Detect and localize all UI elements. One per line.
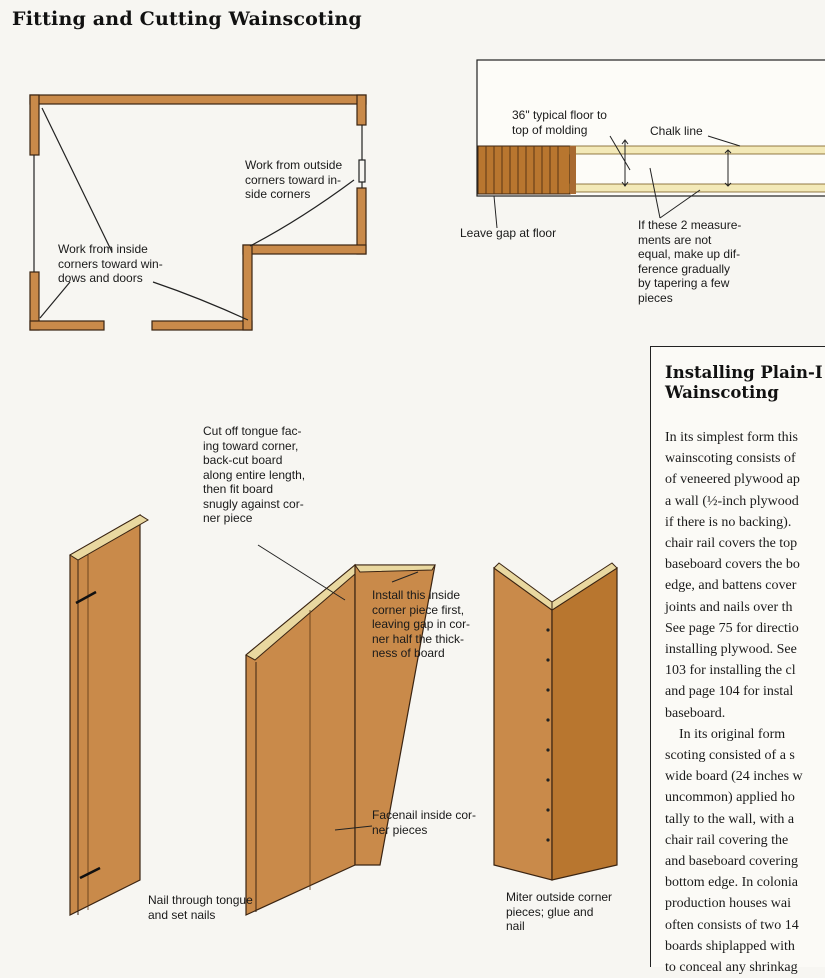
sidebar-article <box>650 346 825 976</box>
page-title: Fitting and Cutting Wainscoting <box>12 8 362 30</box>
sidebar-body: In its simplest form this wainscoting consists of of veneered plywood ap a wall (½-inch plywood if there is no backing). chair rail covers the top baseboard covers the bo edge, and battens cover joints and nails over th See page 75 for directio installing plywood. See 103 for installing the cl and page 104 for instal baseboard. In its original form scoting consisted of a s wide board (24 inches w uncommon) applied ho tally to the wall, with a chair rail covering the and baseboard covering bottom edge. In colonia production houses wai often consists of two 14 boards shiplapped with to conceal any shrinkag <box>665 430 803 976</box>
label-facenail: Facenail inside cor- ner pieces <box>372 808 477 837</box>
label-leave-gap: Leave gap at floor <box>460 226 557 240</box>
label-outside-corners: Work from outside corners toward in- side corners <box>245 158 343 201</box>
label-floor-to-molding: 36" typical floor to top of molding <box>512 108 607 137</box>
sidebar-heading: Installing Plain-I Wainscoting <box>665 363 823 402</box>
label-measurements: If these 2 measure- ments are not equal, make up dif- ference gradually by tapering a few pieces <box>638 218 742 305</box>
label-nail-tongue: Nail through tongue and set nails <box>148 893 253 922</box>
label-inside-corners: Work from inside corners toward win- dows and doors <box>58 242 163 285</box>
label-cut-tongue: Cut off tongue fac- ing toward corner, back-cut board along entire length, then fit board snugly against cor- ner piece <box>203 424 306 525</box>
label-chalk-line: Chalk line <box>650 124 703 138</box>
board-outside-corner <box>494 563 617 880</box>
label-miter: Miter outside corner pieces; glue and nail <box>506 890 613 933</box>
label-install-inside: Install this inside corner piece first, leaving gap in cor- ner half the thick- ness of board <box>372 588 471 660</box>
board-tongue-nailed <box>70 515 148 915</box>
